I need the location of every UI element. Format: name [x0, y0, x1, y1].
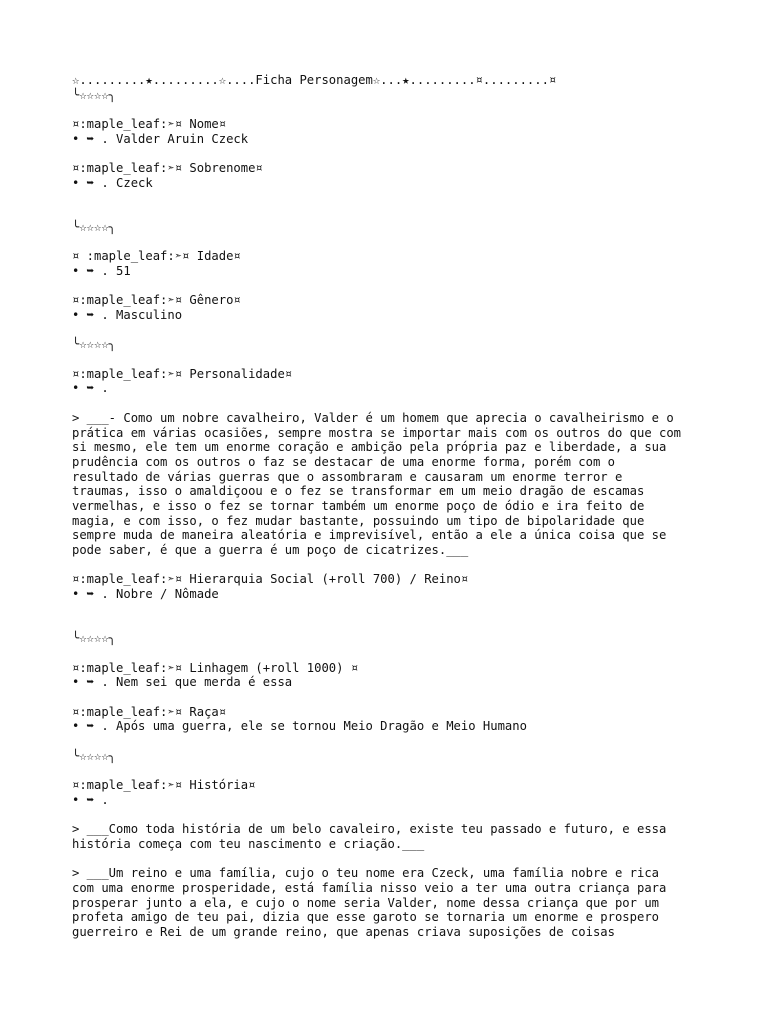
paragraph-line: prática em várias ocasiões, sempre mostra se importar mais com os outros do que com	[72, 425, 682, 440]
character-sheet	[72, 73, 712, 940]
paragraph-line: si mesmo, ele tem um enorme coração e ambição pela própria paz e liberdade, a sua	[72, 440, 667, 455]
field-label-linhagem: ¤:maple_leaf:➣¤ Linhagem (+roll 1000) ¤	[72, 660, 359, 675]
personalidade-paragraph	[72, 411, 712, 558]
paragraph-line: guerreiro e Rei de um grande reino, que apenas criava suposições de coisas	[72, 924, 615, 939]
paragraph-line: prosperar junto a ela, e cujo o nome seria Valder, nome dessa criança que por um	[72, 895, 659, 910]
field-value-nome: • ➥ . Valder Aruin Czeck	[72, 131, 249, 146]
section-divider: ╰☆☆☆☆╮	[72, 87, 117, 102]
field-label-raca: ¤:maple_leaf:➣¤ Raça¤	[72, 704, 227, 719]
field-label-hierarquia: ¤:maple_leaf:➣¤ Hierarquia Social (+roll 700) / Reino¤	[72, 572, 469, 587]
paragraph-line: profeta amigo de teu pai, dizia que esse garoto se tornaria um enorme e prospero	[72, 910, 659, 925]
field-label-historia: ¤:maple_leaf:➣¤ História¤	[72, 778, 256, 793]
paragraph-line: sempre muda de maneira aleatória e imprevisível, então a ele a única coisa que se	[72, 528, 667, 543]
field-label-nome: ¤:maple_leaf:➣¤ Nome¤	[72, 117, 227, 132]
paragraph-line: prudência com os outros o faz se destacar de uma enorme forma, porém com o	[72, 454, 615, 469]
field-value-personalidade: • ➥ .	[72, 381, 109, 396]
section-divider: ╰☆☆☆☆╮	[72, 748, 117, 763]
section-divider: ╰☆☆☆☆╮	[72, 337, 117, 352]
paragraph-line: história começa com teu nascimento e criação.___	[72, 836, 425, 851]
field-label-idade: ¤ :maple_leaf:➣¤ Idade¤	[72, 249, 241, 264]
sheet-header: ☆.........★.........☆....Ficha Personagem☆...★.........¤.........¤	[72, 73, 557, 87]
paragraph-line: > ___- Como um nobre cavalheiro, Valder é um homem que aprecia o cavalheirismo e o	[72, 410, 674, 425]
field-value-hierarquia: • ➥ . Nobre / Nômade	[72, 587, 219, 602]
paragraph-line: com uma enorme prosperidade, está família nisso veio a ter uma outra criança para	[72, 880, 667, 895]
historia-paragraph-2	[72, 866, 712, 939]
section-divider: ╰☆☆☆☆╮	[72, 219, 117, 234]
field-label-genero: ¤:maple_leaf:➣¤ Gênero¤	[72, 293, 241, 308]
field-value-idade: • ➥ . 51	[72, 263, 131, 278]
field-value-raca: • ➥ . Após uma guerra, ele se tornou Meio Dragão e Meio Humano	[72, 719, 527, 734]
field-value-historia: • ➥ .	[72, 792, 109, 807]
paragraph-line: > ___Como toda história de um belo cavaleiro, existe teu passado e futuro, e essa	[72, 822, 667, 837]
paragraph-line: > ___Um reino e uma família, cujo o teu nome era Czeck, uma família nobre e rica	[72, 866, 659, 881]
field-value-sobrenome: • ➥ . Czeck	[72, 175, 153, 190]
paragraph-line: resultado de várias guerras que o assombraram e causaram um enorme terror e	[72, 469, 623, 484]
field-label-personalidade: ¤:maple_leaf:➣¤ Personalidade¤	[72, 366, 293, 381]
field-value-linhagem: • ➥ . Nem sei que merda é essa	[72, 675, 293, 690]
section-divider: ╰☆☆☆☆╮	[72, 631, 117, 646]
paragraph-line: traumas, isso o amaldiçoou e o fez se transformar em um meio dragão de escamas	[72, 484, 645, 499]
paragraph-line: vermelhas, e isso o fez se tornar também um enorme poço de ódio e ira feito de	[72, 498, 645, 513]
historia-paragraph-1	[72, 822, 712, 851]
paragraph-line: magia, e com isso, o fez mudar bastante, possuindo um tipo de bipolaridade que	[72, 513, 645, 528]
paragraph-line: pode saber, é que a guerra é um poço de cicatrizes.___	[72, 543, 469, 558]
field-label-sobrenome: ¤:maple_leaf:➣¤ Sobrenome¤	[72, 161, 263, 176]
field-value-genero: • ➥ . Masculino	[72, 308, 183, 323]
